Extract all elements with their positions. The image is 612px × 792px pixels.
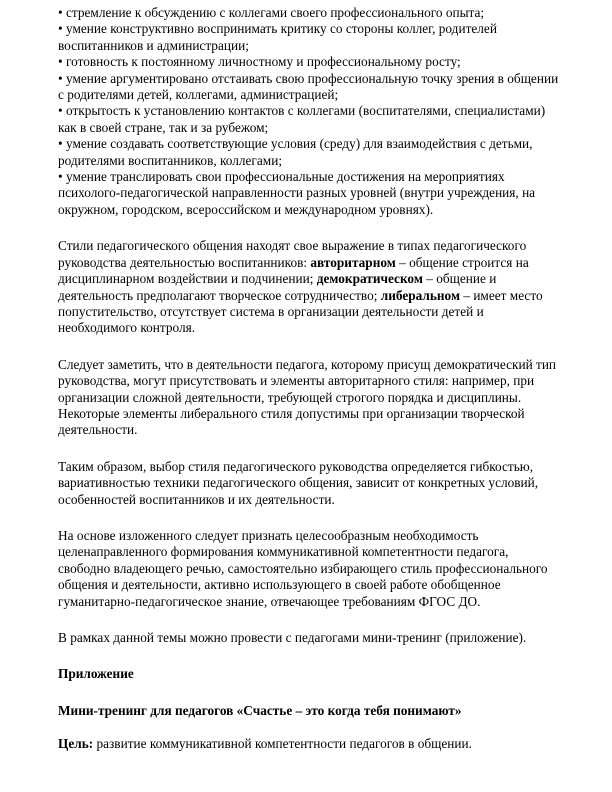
list-item: • стремление к обсуждению с коллегами своего профессионального опыта;: [58, 5, 485, 20]
list-item: • умение создавать соответствующие условия (среду) для взаимодействия с детьми, родителями воспитанников, коллегами;: [58, 136, 533, 168]
list-item: • готовность к постоянному личностному и профессиональному росту;: [58, 54, 461, 70]
list-item: • умение аргументировано отстаивать свою профессиональную точку зрения в общении с родителями детей, коллегами, администрацией;: [58, 70, 559, 103]
styles-text-1: – общение строится на дисциплинарном воздействии и подчинении;: [58, 254, 529, 287]
democratic-paragraph: Следует заметить, что в деятельности педагога, которому присущ демократический тип руководства, могут присутствовать и элементы авторитарного стиля: например, при организации сложной деятельности, требующей строгого порядка и дисциплины. Некоторые элементы либерального стиля допустимы при организации творческой деятельности.: [58, 356, 557, 438]
list-item: • открытость к установлению контактов с коллегами (воспитателями, специалистами) как в своей стране, так и за рубежом;: [58, 103, 546, 135]
appendix-heading-text: Приложение: [58, 666, 134, 682]
styles-intro: Стили педагогического общения находят свое выражение в типах педагогического руководства деятельностью воспитанников:: [58, 238, 527, 270]
necessity-paragraph: На основе изложенного следует признать целесообразным необходимость целенаправленного формирования коммуникативной компетентности педагога, свободно владеющего речью, самостоятельно избирающего стиль профессионального общения и деятельности, активно использующего в своей работе обобщенное гуманитарно-педагогическое знание, отвечающее требованиям ФГОС ДО.: [58, 527, 548, 609]
styles-text-3: – имеет место попустительство, отсутствует система в организации деятельности детей и необходимого контроля.: [58, 287, 543, 336]
goal-text: развитие коммуникативной компетентности педагогов в общении.: [93, 736, 472, 752]
competence-list: [58, 5, 564, 218]
training-title: [58, 703, 564, 719]
styles-paragraph: [58, 238, 564, 336]
goal-label: Цель:: [58, 736, 94, 752]
term-authoritarian: авторитарном: [310, 254, 396, 270]
list-item: • умение конструктивно воспринимать критику со стороны коллег, родителей воспитанников и администрации;: [58, 21, 497, 53]
goal-line: [58, 736, 564, 752]
conclusion-paragraph: Таким образом, выбор стиля педагогического руководства определяется гибкостью, вариативностью техники педагогического общения, зависит от конкретных условий, особенностей воспитанников и их деятельности.: [58, 458, 539, 507]
training-paragraph: В рамках данной темы можно провести с педагогами мини-тренинг (приложение).: [58, 630, 527, 645]
styles-text-2: – общение и деятельность предполагают творческое сотрудничество;: [58, 271, 497, 303]
appendix-heading: [58, 666, 564, 682]
term-liberal: либеральном: [380, 287, 461, 303]
list-item: • умение транслировать свои профессиональные достижения на мероприятиях психолого-педагогической направленности разных уровней (внутри учреждения, на окружном, городском, всероссийском и международном уровнях).: [58, 169, 536, 217]
training-title-text: Мини-тренинг для педагогов «Счастье – это когда тебя понимают»: [58, 702, 462, 718]
term-democratic: демократическом: [316, 271, 423, 287]
